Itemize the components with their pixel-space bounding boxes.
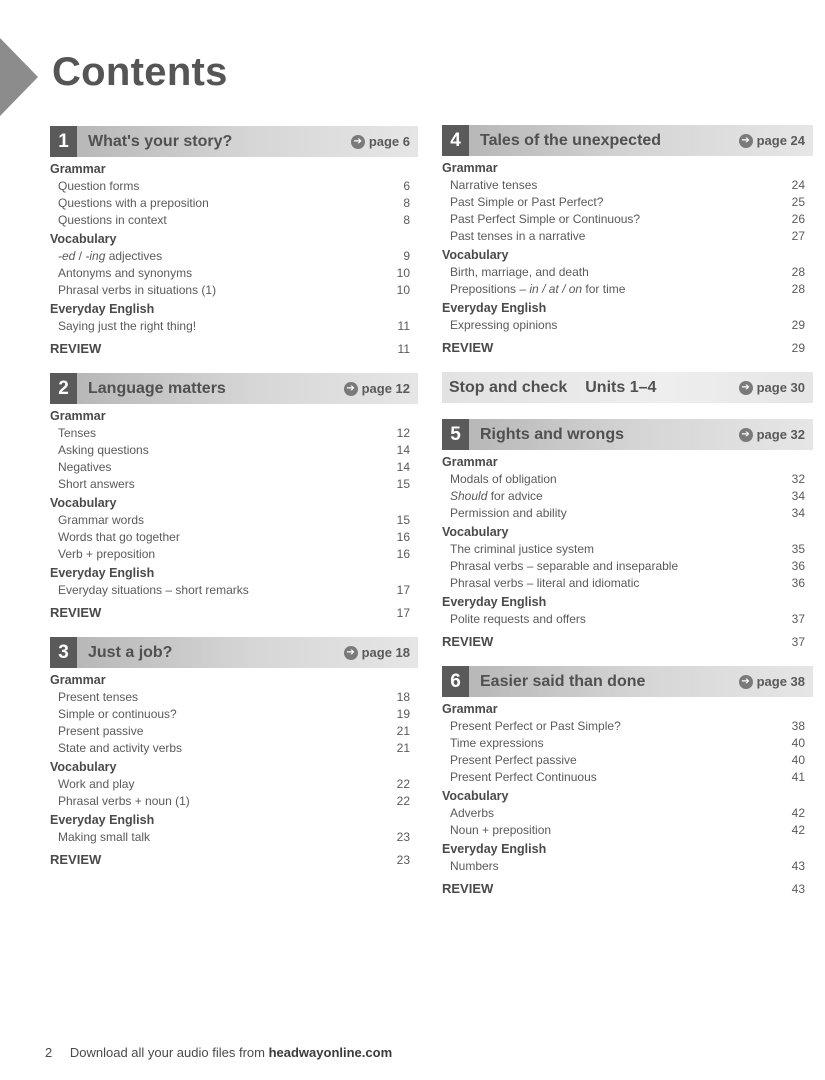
item-text-rest: adjectives (105, 249, 163, 263)
unit-number: 4 (442, 125, 469, 156)
item-text (58, 249, 162, 263)
list-item[interactable] (50, 546, 418, 563)
list-item[interactable] (50, 212, 418, 229)
item-page-number: 37 (791, 612, 805, 626)
item-page-number: 25 (791, 195, 805, 209)
unit-5-block (442, 419, 813, 652)
item-page-number: 15 (396, 513, 410, 527)
unit-title: Rights and wrongs (480, 425, 624, 443)
stop-and-check-header[interactable] (442, 372, 813, 403)
item-page-number: 24 (791, 178, 805, 192)
item-text: Present Perfect or Past Simple? (450, 719, 621, 733)
unit-header[interactable] (50, 373, 418, 404)
spacer (442, 358, 813, 372)
item-text (450, 282, 625, 296)
vocabulary-heading: Vocabulary (442, 525, 509, 539)
review-page-number: 43 (791, 882, 805, 896)
unit-header[interactable] (50, 126, 418, 157)
arrow-right-circle-icon: ➔ (344, 382, 358, 396)
item-text: Question forms (58, 179, 140, 193)
list-item[interactable] (442, 718, 813, 735)
item-page-number: 28 (791, 282, 805, 296)
item-page-number: 42 (791, 823, 805, 837)
item-page-number: 21 (396, 741, 410, 755)
list-item[interactable] (442, 611, 813, 628)
page-reference[interactable] (351, 126, 410, 157)
list-item[interactable] (50, 442, 418, 459)
unit-title: Easier said than done (480, 672, 646, 690)
item-page-number: 10 (396, 283, 410, 297)
item-page-number: 42 (791, 806, 805, 820)
item-text: Numbers (450, 859, 499, 873)
list-item[interactable] (442, 281, 813, 298)
item-page-number: 16 (396, 530, 410, 544)
list-item[interactable] (442, 805, 813, 822)
review-row[interactable] (442, 338, 813, 358)
spacer (50, 359, 418, 373)
item-text: Narrative tenses (450, 178, 538, 192)
item-text-emphasis: -ing (85, 249, 106, 263)
list-item[interactable] (442, 488, 813, 505)
unit-number: 5 (442, 419, 469, 450)
item-page-number: 21 (396, 724, 410, 738)
footer-link[interactable]: headwayonline.com (268, 1045, 393, 1060)
page-reference[interactable] (739, 372, 805, 403)
item-page-number: 32 (791, 472, 805, 486)
right-column (442, 125, 813, 899)
left-column (50, 126, 418, 870)
item-text: Questions with a preposition (58, 196, 209, 210)
arrow-right-circle-icon: ➔ (739, 134, 753, 148)
list-item[interactable] (442, 752, 813, 769)
unit-1-block (50, 126, 418, 359)
item-page-number: 8 (403, 213, 410, 227)
list-item[interactable] (50, 689, 418, 706)
everyday-english-heading: Everyday English (50, 302, 155, 316)
item-text: Grammar words (58, 513, 145, 527)
list-item[interactable] (442, 558, 813, 575)
unit-title: Tales of the unexpected (480, 131, 662, 149)
page-reference-label: page 32 (756, 427, 805, 442)
item-page-number: 40 (791, 736, 805, 750)
item-page-number: 41 (791, 770, 805, 784)
item-text: Expressing opinions (450, 318, 558, 332)
item-text (450, 489, 543, 503)
everyday-english-heading: Everyday English (442, 595, 547, 609)
list-item[interactable] (442, 228, 813, 245)
review-page-number: 37 (791, 635, 805, 649)
page-reference-label: page 18 (361, 645, 410, 660)
everyday-english-heading: Everyday English (50, 813, 155, 827)
review-row[interactable] (50, 339, 418, 359)
list-item[interactable] (50, 265, 418, 282)
list-item[interactable] (50, 529, 418, 546)
vocabulary-heading: Vocabulary (50, 232, 117, 246)
vocabulary-heading: Vocabulary (442, 789, 509, 803)
grammar-heading: Grammar (442, 455, 498, 469)
list-item[interactable] (442, 575, 813, 592)
item-page-number: 11 (397, 319, 410, 333)
item-text: Modals of obligation (450, 472, 557, 486)
item-text: Present tenses (58, 690, 139, 704)
item-text: Simple or continuous? (58, 707, 177, 721)
item-page-number: 34 (791, 489, 805, 503)
item-page-number: 19 (396, 707, 410, 721)
review-label: REVIEW (50, 341, 102, 356)
review-label: REVIEW (442, 634, 494, 649)
unit-header[interactable] (442, 419, 813, 450)
item-page-number: 23 (396, 830, 410, 844)
item-page-number: 36 (791, 559, 805, 573)
item-text-rest: for time (582, 282, 626, 296)
review-row[interactable] (50, 603, 418, 623)
page-reference-label: page 30 (756, 380, 805, 395)
list-item[interactable] (442, 505, 813, 522)
review-page-number: 23 (396, 853, 410, 867)
review-row[interactable] (50, 850, 418, 870)
item-text: Short answers (58, 477, 135, 491)
unit-number: 6 (442, 666, 469, 697)
unit-number: 1 (50, 126, 77, 157)
everyday-english-heading: Everyday English (442, 301, 547, 315)
list-item[interactable] (50, 195, 418, 212)
item-text: Work and play (58, 777, 135, 791)
list-item[interactable] (442, 264, 813, 281)
spacer (50, 623, 418, 637)
footer-text: Download all your audio files from (69, 1045, 265, 1060)
list-item[interactable] (442, 471, 813, 488)
unit-title: Language matters (88, 379, 226, 397)
review-page-number: 17 (396, 606, 410, 620)
everyday-english-heading: Everyday English (442, 842, 547, 856)
grammar-heading: Grammar (50, 162, 106, 176)
item-text: Noun + preposition (450, 823, 552, 837)
unit-3-block (50, 637, 418, 870)
list-item[interactable] (442, 858, 813, 875)
review-label: REVIEW (442, 340, 494, 355)
item-page-number: 40 (791, 753, 805, 767)
item-text: Asking questions (58, 443, 149, 457)
item-text: Making small talk (58, 830, 151, 844)
list-item[interactable] (50, 318, 418, 335)
unit-header[interactable] (442, 666, 813, 697)
list-item[interactable] (442, 541, 813, 558)
item-text: Words that go together (58, 530, 180, 544)
review-row[interactable] (442, 879, 813, 899)
item-page-number: 8 (403, 196, 410, 210)
item-text-emphasis: Should (450, 489, 488, 503)
footer-page-number: 2 (45, 1045, 53, 1060)
unit-number: 2 (50, 373, 77, 404)
stop-and-check-units: Units 1–4 (585, 378, 657, 396)
stop-and-check-title: Stop and check (449, 378, 568, 396)
list-item[interactable] (442, 194, 813, 211)
item-text: Past tenses in a narrative (450, 229, 586, 243)
list-item[interactable] (50, 582, 418, 599)
page-reference-label: page 38 (756, 674, 805, 689)
item-page-number: 28 (791, 265, 805, 279)
item-text: Negatives (58, 460, 112, 474)
unit-header[interactable] (50, 637, 418, 668)
item-text-prefix: Prepositions – (450, 282, 530, 296)
unit-6-block (442, 666, 813, 899)
item-text-separator: / (75, 249, 86, 263)
item-text: Phrasal verbs – separable and inseparable (450, 559, 679, 573)
list-item[interactable] (442, 822, 813, 839)
item-page-number: 14 (396, 460, 410, 474)
item-text: Present passive (58, 724, 144, 738)
list-item[interactable] (442, 769, 813, 786)
list-item[interactable] (50, 476, 418, 493)
review-label: REVIEW (442, 881, 494, 896)
arrow-right-circle-icon: ➔ (351, 135, 365, 149)
page-title: Contents (52, 50, 228, 94)
item-text: Permission and ability (450, 506, 567, 520)
list-item[interactable] (50, 282, 418, 299)
page-reference[interactable] (344, 637, 410, 668)
item-page-number: 27 (791, 229, 805, 243)
item-page-number: 22 (396, 794, 410, 808)
list-item[interactable] (50, 512, 418, 529)
list-item[interactable] (50, 178, 418, 195)
vocabulary-heading: Vocabulary (50, 496, 117, 510)
item-text: Antonyms and synonyms (58, 266, 193, 280)
item-page-number: 10 (396, 266, 410, 280)
item-text: Questions in context (58, 213, 167, 227)
item-page-number: 35 (791, 542, 805, 556)
item-text-emphasis: -ed (58, 249, 76, 263)
page-reference[interactable] (739, 125, 805, 156)
item-text: Birth, marriage, and death (450, 265, 589, 279)
item-page-number: 6 (403, 179, 410, 193)
everyday-english-heading: Everyday English (50, 566, 155, 580)
item-text: Adverbs (450, 806, 495, 820)
grammar-heading: Grammar (50, 673, 106, 687)
list-item[interactable] (50, 723, 418, 740)
item-text: Phrasal verbs – literal and idiomatic (450, 576, 640, 590)
arrow-right-circle-icon: ➔ (739, 381, 753, 395)
item-page-number: 22 (396, 777, 410, 791)
item-text: Present Perfect passive (450, 753, 577, 767)
vocabulary-heading: Vocabulary (442, 248, 509, 262)
item-text: Present Perfect Continuous (450, 770, 597, 784)
review-page-number: 29 (791, 341, 805, 355)
corner-tab-decoration (0, 38, 38, 116)
grammar-heading: Grammar (442, 702, 498, 716)
item-text: State and activity verbs (58, 741, 183, 755)
unit-title: Just a job? (88, 643, 173, 661)
item-page-number: 36 (791, 576, 805, 590)
arrow-right-circle-icon: ➔ (739, 675, 753, 689)
item-page-number: 18 (396, 690, 410, 704)
item-text: Past Simple or Past Perfect? (450, 195, 604, 209)
item-page-number: 38 (791, 719, 805, 733)
arrow-right-circle-icon: ➔ (739, 428, 753, 442)
unit-title: What's your story? (88, 132, 233, 150)
item-text: Phrasal verbs in situations (1) (58, 283, 217, 297)
item-text-emphasis: in / at / on (529, 282, 583, 296)
item-text: Past Perfect Simple or Continuous? (450, 212, 641, 226)
page-reference[interactable] (739, 419, 805, 450)
item-page-number: 34 (791, 506, 805, 520)
page-reference[interactable] (739, 666, 805, 697)
grammar-heading: Grammar (50, 409, 106, 423)
review-page-number: 11 (397, 342, 410, 356)
item-text: Phrasal verbs + noun (1) (58, 794, 190, 808)
list-item[interactable] (50, 793, 418, 810)
list-item[interactable] (50, 425, 418, 442)
item-page-number: 29 (791, 318, 805, 332)
list-item[interactable] (50, 740, 418, 757)
list-item[interactable] (50, 829, 418, 846)
review-row[interactable] (442, 632, 813, 652)
item-page-number: 43 (791, 859, 805, 873)
vocabulary-heading: Vocabulary (50, 760, 117, 774)
list-item[interactable] (442, 211, 813, 228)
item-text: Everyday situations – short remarks (58, 583, 249, 597)
list-item[interactable] (50, 776, 418, 793)
review-label: REVIEW (50, 852, 102, 867)
item-text: Polite requests and offers (450, 612, 586, 626)
unit-header[interactable] (442, 125, 813, 156)
page-reference[interactable] (344, 373, 410, 404)
item-text: Time expressions (450, 736, 544, 750)
item-text: The criminal justice system (450, 542, 595, 556)
grammar-heading: Grammar (442, 161, 498, 175)
list-item[interactable] (50, 248, 418, 265)
item-page-number: 12 (396, 426, 410, 440)
unit-2-block (50, 373, 418, 623)
page-reference-label: page 6 (368, 134, 410, 149)
item-page-number: 17 (396, 583, 410, 597)
review-label: REVIEW (50, 605, 102, 620)
list-item[interactable] (442, 317, 813, 334)
arrow-right-circle-icon: ➔ (344, 646, 358, 660)
item-text: Verb + preposition (58, 547, 156, 561)
page-reference-label: page 12 (361, 381, 410, 396)
list-item[interactable] (442, 735, 813, 752)
list-item[interactable] (50, 459, 418, 476)
page-reference-label: page 24 (756, 133, 805, 148)
item-page-number: 26 (791, 212, 805, 226)
item-page-number: 15 (396, 477, 410, 491)
list-item[interactable] (442, 177, 813, 194)
item-page-number: 16 (396, 547, 410, 561)
spacer (442, 652, 813, 666)
unit-4-block (442, 125, 813, 358)
unit-number: 3 (50, 637, 77, 668)
item-text: Tenses (58, 426, 97, 440)
item-text: Saying just the right thing! (58, 319, 197, 333)
footer (45, 1045, 392, 1060)
list-item[interactable] (50, 706, 418, 723)
item-page-number: 9 (403, 249, 410, 263)
item-text-rest: for advice (487, 489, 543, 503)
item-page-number: 14 (396, 443, 410, 457)
